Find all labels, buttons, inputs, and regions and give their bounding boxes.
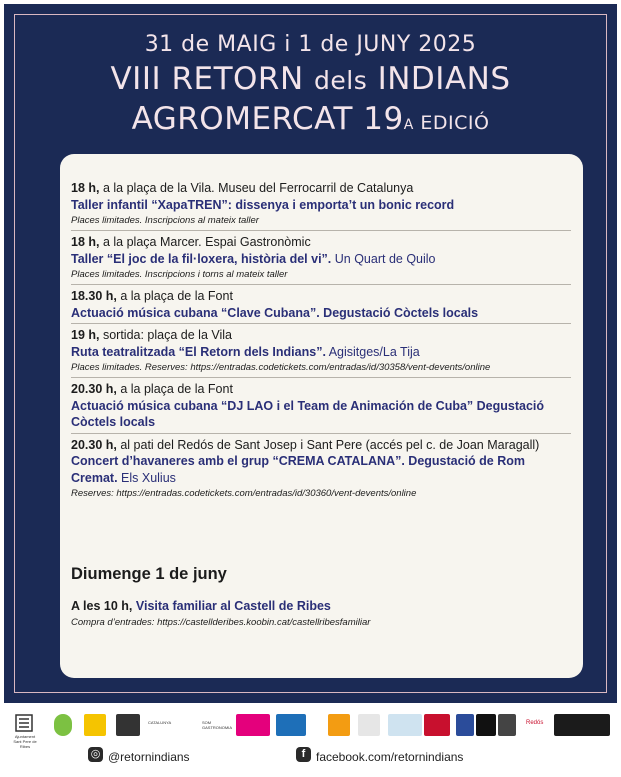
sponsor-logo-black bbox=[476, 714, 496, 736]
event-time: 20.30 h, bbox=[71, 437, 117, 452]
program-panel bbox=[60, 154, 583, 678]
sunday-heading: Diumenge 1 de juny bbox=[71, 565, 227, 583]
sponsor-logo-green bbox=[54, 714, 72, 736]
sponsor-text-2: SOM GASTRONOMIA bbox=[202, 720, 233, 730]
event-activity-line bbox=[71, 344, 571, 361]
poster-header bbox=[0, 30, 621, 144]
event-time: 20.30 h, bbox=[71, 382, 117, 396]
instagram-icon[interactable]: ◎ bbox=[88, 747, 103, 762]
facebook-icon[interactable]: f bbox=[296, 747, 311, 762]
sponsor-logo-pink bbox=[236, 714, 270, 736]
sponsor-logo-banner bbox=[554, 714, 610, 736]
title-part-2: INDIANS bbox=[367, 61, 511, 97]
instagram-handle[interactable]: @retornindians bbox=[108, 750, 190, 764]
event-item bbox=[71, 437, 571, 504]
event-note: Places limitades. Inscripcions i torns al mateix taller bbox=[71, 269, 288, 280]
sunday-event bbox=[71, 598, 571, 615]
ajuntament-logo bbox=[14, 714, 34, 734]
event-note: Reserves: https://entradas.codetickets.com/entradas/id/30360/vent-devents/online bbox=[71, 488, 417, 499]
events-list bbox=[71, 180, 571, 506]
event-item bbox=[71, 327, 571, 378]
title-part-1: VIII RETORN bbox=[110, 61, 315, 97]
event-time: 18.30 h, bbox=[71, 289, 117, 303]
event-place: al pati del Redós de Sant Josep i Sant Pere (accés pel c. de Joan Maragall) bbox=[116, 437, 540, 452]
event-item bbox=[71, 234, 571, 285]
event-activity: Taller “El joc de la fil·loxera, història del vi”. bbox=[71, 251, 332, 266]
event-activity-line bbox=[71, 251, 571, 268]
sunday-time: A les 10 h, bbox=[71, 599, 133, 613]
sponsor-logo-lightblue bbox=[388, 714, 422, 736]
event-item bbox=[71, 180, 571, 231]
sunday-note: Compra d’entrades: https://castellderibes.koobin.cat/castellribesfamiliar bbox=[71, 616, 371, 628]
event-place: a la plaça de la Vila. Museu del Ferrocarril de Catalunya bbox=[99, 181, 414, 195]
sponsor-text-1: CATALUNYA bbox=[148, 720, 172, 725]
sponsor-logos bbox=[6, 711, 615, 749]
event-activity-line bbox=[71, 305, 571, 322]
event-time-place bbox=[71, 180, 571, 197]
event-activity: Concert d’havaneres amb el grup “CREMA CATALANA”. Degustació de Rom Cremat. bbox=[71, 454, 525, 485]
sponsor-logo-grey bbox=[358, 714, 380, 736]
event-place: a la plaça de la Font bbox=[116, 289, 233, 303]
event-time-place bbox=[71, 288, 571, 305]
event-activity: Ruta teatralitzada “El Retorn dels Indians”. bbox=[71, 344, 326, 359]
social-bar bbox=[0, 742, 621, 772]
sponsor-logo-yellow bbox=[84, 714, 106, 736]
event-item bbox=[71, 288, 571, 324]
facebook-link[interactable]: facebook.com/retornindians bbox=[316, 750, 464, 764]
event-dates: 31 de MAIG i 1 de JUNY 2025 bbox=[144, 32, 477, 57]
event-item bbox=[71, 381, 571, 434]
event-place: a la plaça de la Font bbox=[116, 382, 233, 396]
event-activity: Taller infantil “XapaTREN”: dissenya i emporta’t un bonic record bbox=[71, 197, 455, 212]
event-activity-line bbox=[71, 398, 571, 431]
sponsor-logo-orange bbox=[328, 714, 350, 736]
event-organizer: Agisitges/La Tija bbox=[325, 344, 420, 359]
sunday-section bbox=[71, 564, 571, 630]
event-activity: Actuació música cubana “DJ LAO i el Team de Animación de Cuba” Degustació Còctels locals bbox=[71, 398, 545, 429]
sponsor-logo-navy bbox=[456, 714, 474, 736]
subtitle-word: EDICIÓ bbox=[413, 112, 490, 134]
event-time: 18 h, bbox=[71, 181, 100, 195]
event-note: Places limitades. Inscripcions al mateix taller bbox=[71, 215, 259, 226]
event-activity-line bbox=[71, 197, 571, 214]
sponsor-logo-blue bbox=[276, 714, 306, 736]
event-title bbox=[0, 60, 621, 100]
sponsor-logo-dark bbox=[116, 714, 140, 736]
event-activity-line bbox=[71, 453, 571, 486]
event-time-place bbox=[71, 437, 571, 454]
event-time-place bbox=[71, 381, 571, 398]
event-place: a la plaça Marcer. Espai Gastronòmic bbox=[99, 235, 311, 249]
event-time: 18 h, bbox=[71, 235, 100, 249]
sunday-activity: Visita familiar al Castell de Ribes bbox=[135, 599, 331, 613]
ajuntament-label: Ajuntament Sant Pere de Ribes bbox=[13, 734, 37, 749]
event-subtitle bbox=[0, 100, 621, 144]
subtitle-main: AGROMERCAT 19 bbox=[131, 101, 404, 137]
sponsor-text-3: Redós bbox=[526, 720, 544, 726]
event-time: 19 h, bbox=[71, 328, 100, 342]
sponsor-logo-darkgrey bbox=[498, 714, 516, 736]
event-time-place bbox=[71, 234, 571, 251]
event-time-place bbox=[71, 327, 571, 344]
event-organizer: Els Xulius bbox=[117, 470, 176, 485]
event-place: sortida: plaça de la Vila bbox=[99, 328, 232, 342]
event-note: Places limitades. Reserves: https://entradas.codetickets.com/entradas/id/30358/vent-devents/online bbox=[71, 362, 491, 373]
sponsor-logo-red bbox=[424, 714, 450, 736]
title-small: dels bbox=[314, 66, 368, 95]
event-organizer: Un Quart de Quilo bbox=[331, 251, 436, 266]
event-activity: Actuació música cubana “Clave Cubana”. Degustació Còctels locals bbox=[71, 305, 479, 320]
subtitle-sup: A bbox=[403, 117, 414, 133]
